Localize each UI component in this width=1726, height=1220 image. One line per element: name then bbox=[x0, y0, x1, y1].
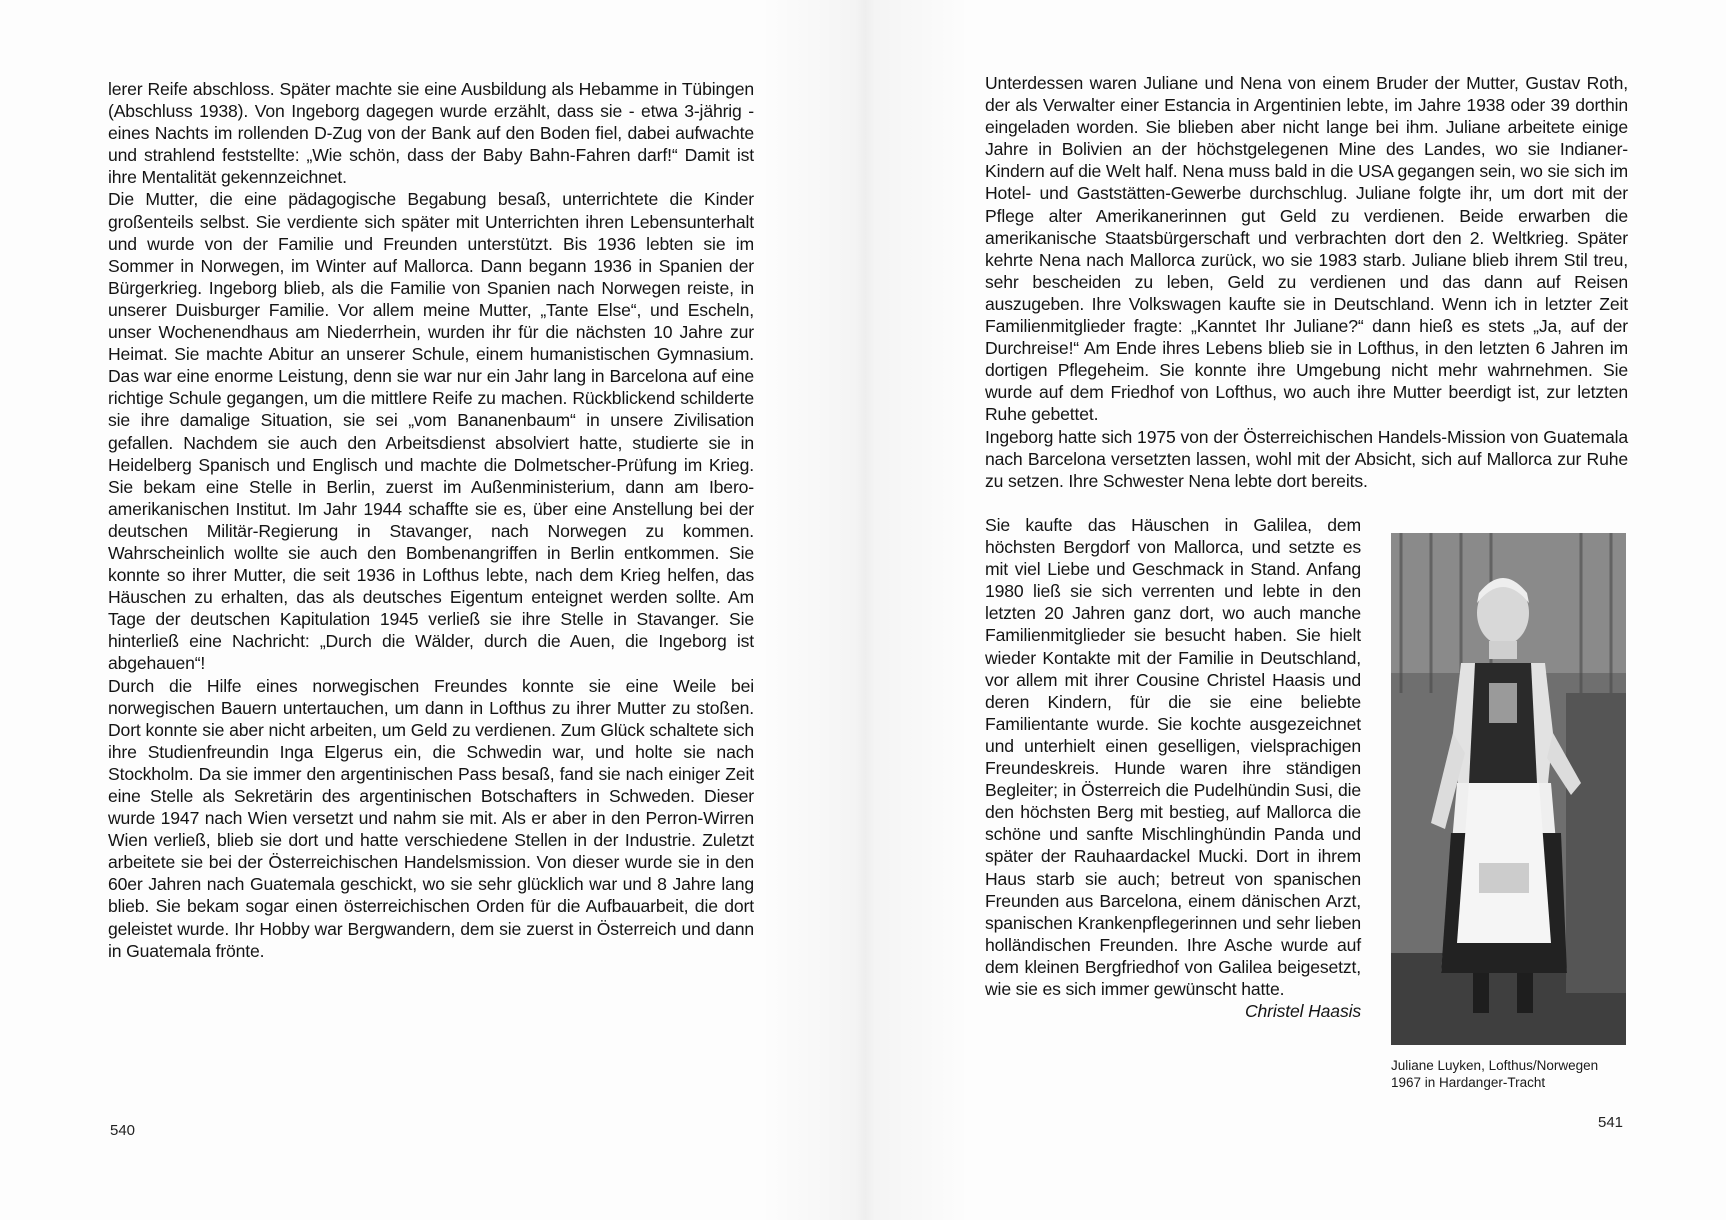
right-paragraph-3 bbox=[985, 514, 1361, 1022]
author-signature: Christel Haasis bbox=[1244, 1001, 1361, 1022]
right-paragraph-2: Ingeborg hatte sich 1975 von der Österreichischen Handels-Mission von Guatemala nach Barcelona versetzten lassen, wohl mit der Absicht, sich auf Mallorca zur Ruhe zu setzen. Ihre Schwester Nena lebte dort bereits. bbox=[985, 426, 1628, 491]
left-page-text bbox=[108, 78, 754, 962]
left-paragraph-1: lerer Reife abschloss. Später machte sie eine Ausbildung als Hebamme in Tübingen (Abschluss 1938). Von Ingeborg dagegen wurde erzählt, dass sie - etwa 3-jährig - eines Nachts im rollenden D-Zug von der Bank auf den Boden fiel, dabei aufwachte und strahlend feststellte: „Wie schön, dass der Baby Bahn-Fahren darf!“ Damit ist ihre Mentalität gekennzeichnet. bbox=[108, 79, 754, 188]
page-number-left: 540 bbox=[110, 1122, 136, 1139]
left-paragraph-3: Durch die Hilfe eines norwegischen Freundes konnte sie eine Weile bei norwegischen Bauern untertauchen, um dann in Lofthus zu ihrer Mutter zu stoßen. Dort konnte sie aber nicht arbeiten, um Geld zu verdienen. Zum Glück schaltete sich ihre Studienfreundin Inga Elgerus ein, die Schwedin war, und holte sie nach Stockholm. Da sie immer den argentinischen Pass besaß, fand sie nach einiger Zeit eine Stelle als Sekretärin des argentinischen Botschafters in Schweden. Dieser wurde 1947 nach Wien versetzt und nahm sie mit. Als er aber in den Perron-Wirren Wien verließ, blieb sie dort und hatte verschiedene Stellen in der Industrie. Zuletzt arbeitete sie bei der Österreichischen Handelsmission. Von dieser wurde sie in den 60er Jahren nach Guatemala geschickt, wo sie sehr glücklich war und 8 Jahre lang blieb. Sie bekam sogar einen österreichischen Orden für die Aufbauarbeit, die dort geleistet wurde. Ihr Hobby war Bergwandern, dem sie zuerst in Österreich und dann in Guatemala frönte. bbox=[108, 675, 754, 961]
right-paragraph-1: Unterdessen waren Juliane und Nena von einem Bruder der Mutter, Gustav Roth, der als Verwalter einer Estancia in Argentinien lebte, im Jahre 1938 oder 39 dorthin eingeladen worden. Sie blieben aber nicht lange bei ihm. Juliane arbeitete einige Jahre in Bolivien an der höchstgelegenen Mine des Landes, wo sie Indianer-Kindern auf die Welt half. Nena muss bald in die USA gegangen sein, wo sie sich im Hotel- und Gaststätten-Gewerbe durchschlug. Juliane folgte ihr, um dort mit der Pflege alter Amerikanerinnen gut Geld zu verdienen. Beide erwarben die amerikanische Staatsbürgerschaft und verbrachten dort den 2. Weltkrieg. Später kehrte Nena nach Mallorca zurück, wo sie 1983 starb. Juliane blieb ihrem Stil treu, sehr bescheiden zu leben, Geld zu verdienen und das dann auf Reisen auszugeben. Ihre Volkswagen kaufte sie in Deutschland. Wenn ich in letzter Zeit Familienmitglieder fragte: „Kanntet Ihr Juliane?“ dann hieß es stets „Ja, auf der Durchreise!“ Am Ende ihres Lebens blieb sie in Lofthus, in den letzten 6 Jahren im dortigen Pflegeheim. Sie konnte ihre Umgebung nicht mehr wahrnehmen. Sie wurde auf dem Friedhof von Lofthus, wo auch ihre Mutter beerdigt ist, zur letzten Ruhe gebettet. bbox=[985, 73, 1628, 425]
right-paragraph-3-text: Sie kaufte das Häuschen in Galilea, dem höchsten Bergdorf von Mallorca, und setzte es mit viel Liebe und Geschmack in Stand. Anfang 1980 ließ sie sich verrenten und lebte in den letzten 20 Jahren ganz dort, wo auch manche Familienmitglieder sie besucht haben. Sie hielt wieder Kontakte mit der Familie in Deutschland, vor allem mit ihrer Cousine Christel Haasis und deren Kindern, für die sie eine beliebte Familientante wurde. Sie kochte ausgezeichnet und unterhielt einen geselligen, vielsprachigen Freundeskreis. Hunde waren ihre ständigen Begleiter; in Österreich die Pudelhündin Susi, die den höchsten Berg mit bestieg, auf Mallorca die schöne und sanfte Mischlinghündin Panda und später der Rauhaardackel Mucki. Dort in ihrem Haus starb sie auch; betreut von spanischen Freunden aus Barcelona, einem dänischen Arzt, spanischen Krankenpflegerinnen und sehr lieben holländischen Freunden. Ihre Asche wurde auf dem kleinen Bergfriedhof von Galilea beigesetzt, wie sie es sich immer gewünscht hatte. bbox=[985, 515, 1361, 999]
book-gutter bbox=[760, 0, 970, 1220]
right-page-text-wrap bbox=[985, 514, 1361, 1022]
page-number-right: 541 bbox=[1598, 1114, 1624, 1131]
photo-caption-line-2: 1967 in Hardanger-Tracht bbox=[1391, 1075, 1546, 1090]
photo-caption-line-1: Juliane Luyken, Lofthus/Norwegen bbox=[1391, 1058, 1599, 1073]
portrait-illustration bbox=[1391, 533, 1626, 1045]
portrait-photo bbox=[1391, 533, 1626, 1045]
right-page-text-top bbox=[985, 72, 1628, 492]
left-paragraph-2: Die Mutter, die eine pädagogische Begabung besaß, unterrichtete die Kinder großenteils selbst. Sie verdiente sich später mit Unterrichten ihren Lebensunterhalt und wurde von der Familie und Freunden unterstützt. Bis 1936 lebten sie im Sommer in Norwegen, im Winter auf Mallorca. Dann begann 1936 in Spanien der Bürgerkrieg. Ingeborg blieb, als die Familie von Spanien nach Norwegen reiste, in unserer Duisburger Familie. Vor allem meine Mutter, „Tante Else“, und Escheln, unser Wochenendhaus am Niederrhein, wurden ihr für die nächsten 10 Jahre zur Heimat. Sie machte Abitur an unserer Schule, einem humanistischen Gymnasium. Das war eine enorme Leistung, denn sie war nur ein Jahr lang in Barcelona auf eine richtige Schule gegangen, um die mittlere Reife zu machen. Rückblickend schilderte sie ihre damalige Situation, sie sei „vom Bananenbaum“ in unsere Zivilisation gefallen. Nachdem sie auch den Arbeitsdienst absolviert hatte, studierte sie in Heidelberg Spanisch und Englisch und machte die Dolmetscher-Prüfung im Krieg. Sie bekam eine Stelle in Berlin, zuerst im Außenministerium, dann am Ibero-amerikanischen Institut. Im Jahr 1944 schaffte sie es, über eine Anstellung bei der deutschen Militär-Regierung in Stavanger, nach Norwegen zu kommen. Wahrscheinlich wollte sie auch den Bombenangriffen in Berlin entkommen. Sie konnte so ihrer Mutter, die seit 1936 in Lofthus lebte, nach dem Krieg helfen, das Häuschen zu erhalten, das als deutsches Eigentum enteignet werden sollte. Am Tage der deutschen Kapitulation 1945 verließ sie ihre Stelle in Stavanger. Sie hinterließ eine Nachricht: „Durch die Wälder, durch die Auen, die Ingeborg ist abgehauen“! bbox=[108, 189, 754, 674]
photo-caption bbox=[1391, 1057, 1631, 1091]
